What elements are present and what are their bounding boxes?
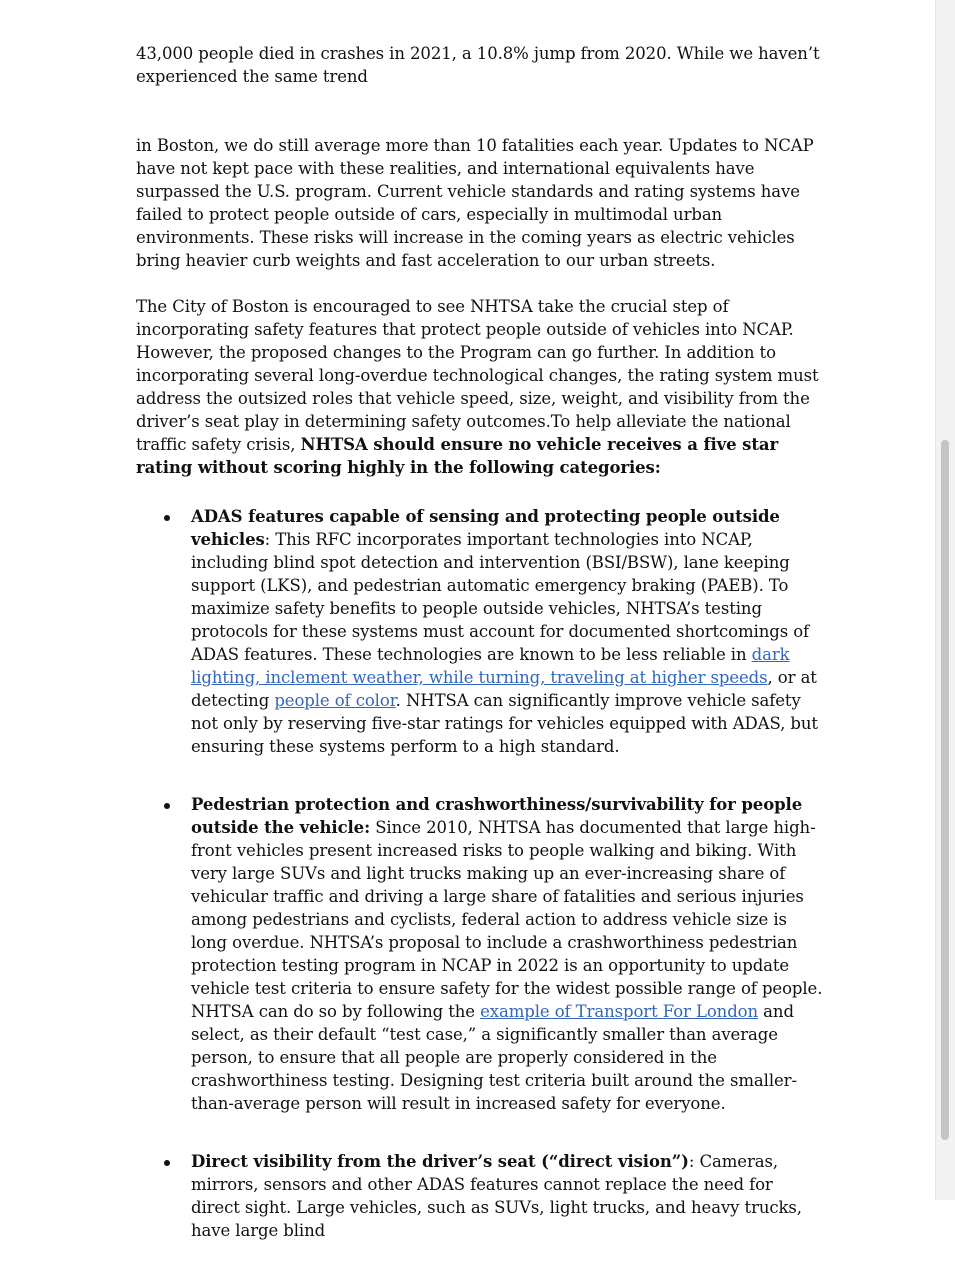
paragraph-fatalities: 43,000 people died in crashes in 2021, a 10.8% jump from 2020. While we haven’t experienced the same trend bbox=[136, 44, 820, 86]
bullet-pedestrian-heading: Pedestrian protection and crashworthiness/survivability for people outside the vehicle: bbox=[191, 795, 803, 837]
category-list bbox=[136, 505, 826, 1277]
link-dark-lighting[interactable]: dark lighting, inclement weather, while turning, traveling at higher speeds bbox=[191, 645, 790, 687]
bullet-adas-text-2: , or at detecting bbox=[191, 668, 817, 710]
paragraph-city-of-boston bbox=[136, 295, 826, 479]
bullet-dot-icon bbox=[164, 803, 170, 809]
bullet-adas bbox=[191, 505, 826, 758]
bullet-adas-heading: ADAS features capable of sensing and protecting people outside vehicles bbox=[191, 507, 780, 549]
bullet-pedestrian bbox=[191, 793, 826, 1115]
paragraph-boston: in Boston, we do still average more than 10 fatalities each year. Updates to NCAP have not kept pace with these realities, and international equivalents have surpassed the U.S. program. Current vehicle standards and rating systems have failed to protect people outside of cars, especially in multimodal urban environments. These risks will increase in the coming years as electric vehicles bring heavier curb weights and fast acceleration to our urban streets. bbox=[136, 136, 814, 270]
bullet-vision-text: : Cameras, mirrors, sensors and other ADAS features cannot replace the need for direct sight. Large vehicles, such as SUVs, light trucks, and heavy trucks, have large blind bbox=[191, 1152, 802, 1240]
link-transport-for-london[interactable]: example of Transport For London bbox=[480, 1002, 759, 1021]
bullet-vision-heading: Direct visibility from the driver’s seat (“direct vision”) bbox=[191, 1152, 689, 1171]
paragraph-city-text: The City of Boston is encouraged to see NHTSA take the crucial step of incorporating safety features that protect people outside of vehicles into NCAP. However, the proposed changes to the Program can go further. In addition to incorporating several long-overdue technological changes, the rating system must address the outsized roles that vehicle speed, size, weight, and visibility from the driver’s seat play in determining safety outcomes.To help alleviate the national traffic safety crisis, bbox=[136, 297, 819, 454]
bullet-adas-text: : This RFC incorporates important technologies into NCAP, including blind spot detection and intervention (BSI/BSW), lane keeping support (LKS), and pedestrian automatic emergency braking (PAEB). To maximize safety benefits to people outside vehicles, NHTSA’s testing protocols for these systems must account for documented shortcomings of ADAS features. These technologies are known to be less reliable in bbox=[191, 530, 810, 664]
link-people-of-color[interactable]: people of color bbox=[274, 691, 396, 710]
bullet-direct-vision bbox=[191, 1150, 826, 1242]
bullet-dot-icon bbox=[164, 515, 170, 521]
bullet-dot-icon bbox=[164, 1160, 170, 1166]
bullet-pedestrian-text-2: and select, as their default “test case,” a significantly smaller than average person, to ensure that all people are properly considered in the crashworthiness testing. Designing test criteria built around the smaller-than-average person will result in increased safety for everyone. bbox=[191, 1002, 797, 1113]
scrollbar-thumb[interactable] bbox=[941, 440, 949, 1140]
bullet-pedestrian-text: Since 2010, NHTSA has documented that large high-front vehicles present increased risks to people walking and biking. With very large SUVs and light trucks making up an ever-increasing share of vehicular traffic and driving a large share of fatalities and serious injuries among pedestrians and cyclists, federal action to address vehicle size is long overdue. NHTSA’s proposal to include a crashworthiness pedestrian protection testing program in NCAP in 2022 is an opportunity to update vehicle test criteria to ensure safety for the widest possible range of people. NHTSA can do so by following the bbox=[191, 818, 823, 1021]
vertical-scrollbar[interactable] bbox=[935, 0, 955, 1200]
bullet-adas-text-3: . NHTSA can significantly improve vehicle safety not only by reserving five-star ratings for vehicles equipped with ADAS, but ensuring these systems perform to a high standard. bbox=[191, 691, 818, 756]
paragraph-city-bold: NHTSA should ensure no vehicle receives a five star rating without scoring highly in the following categories: bbox=[136, 435, 779, 477]
